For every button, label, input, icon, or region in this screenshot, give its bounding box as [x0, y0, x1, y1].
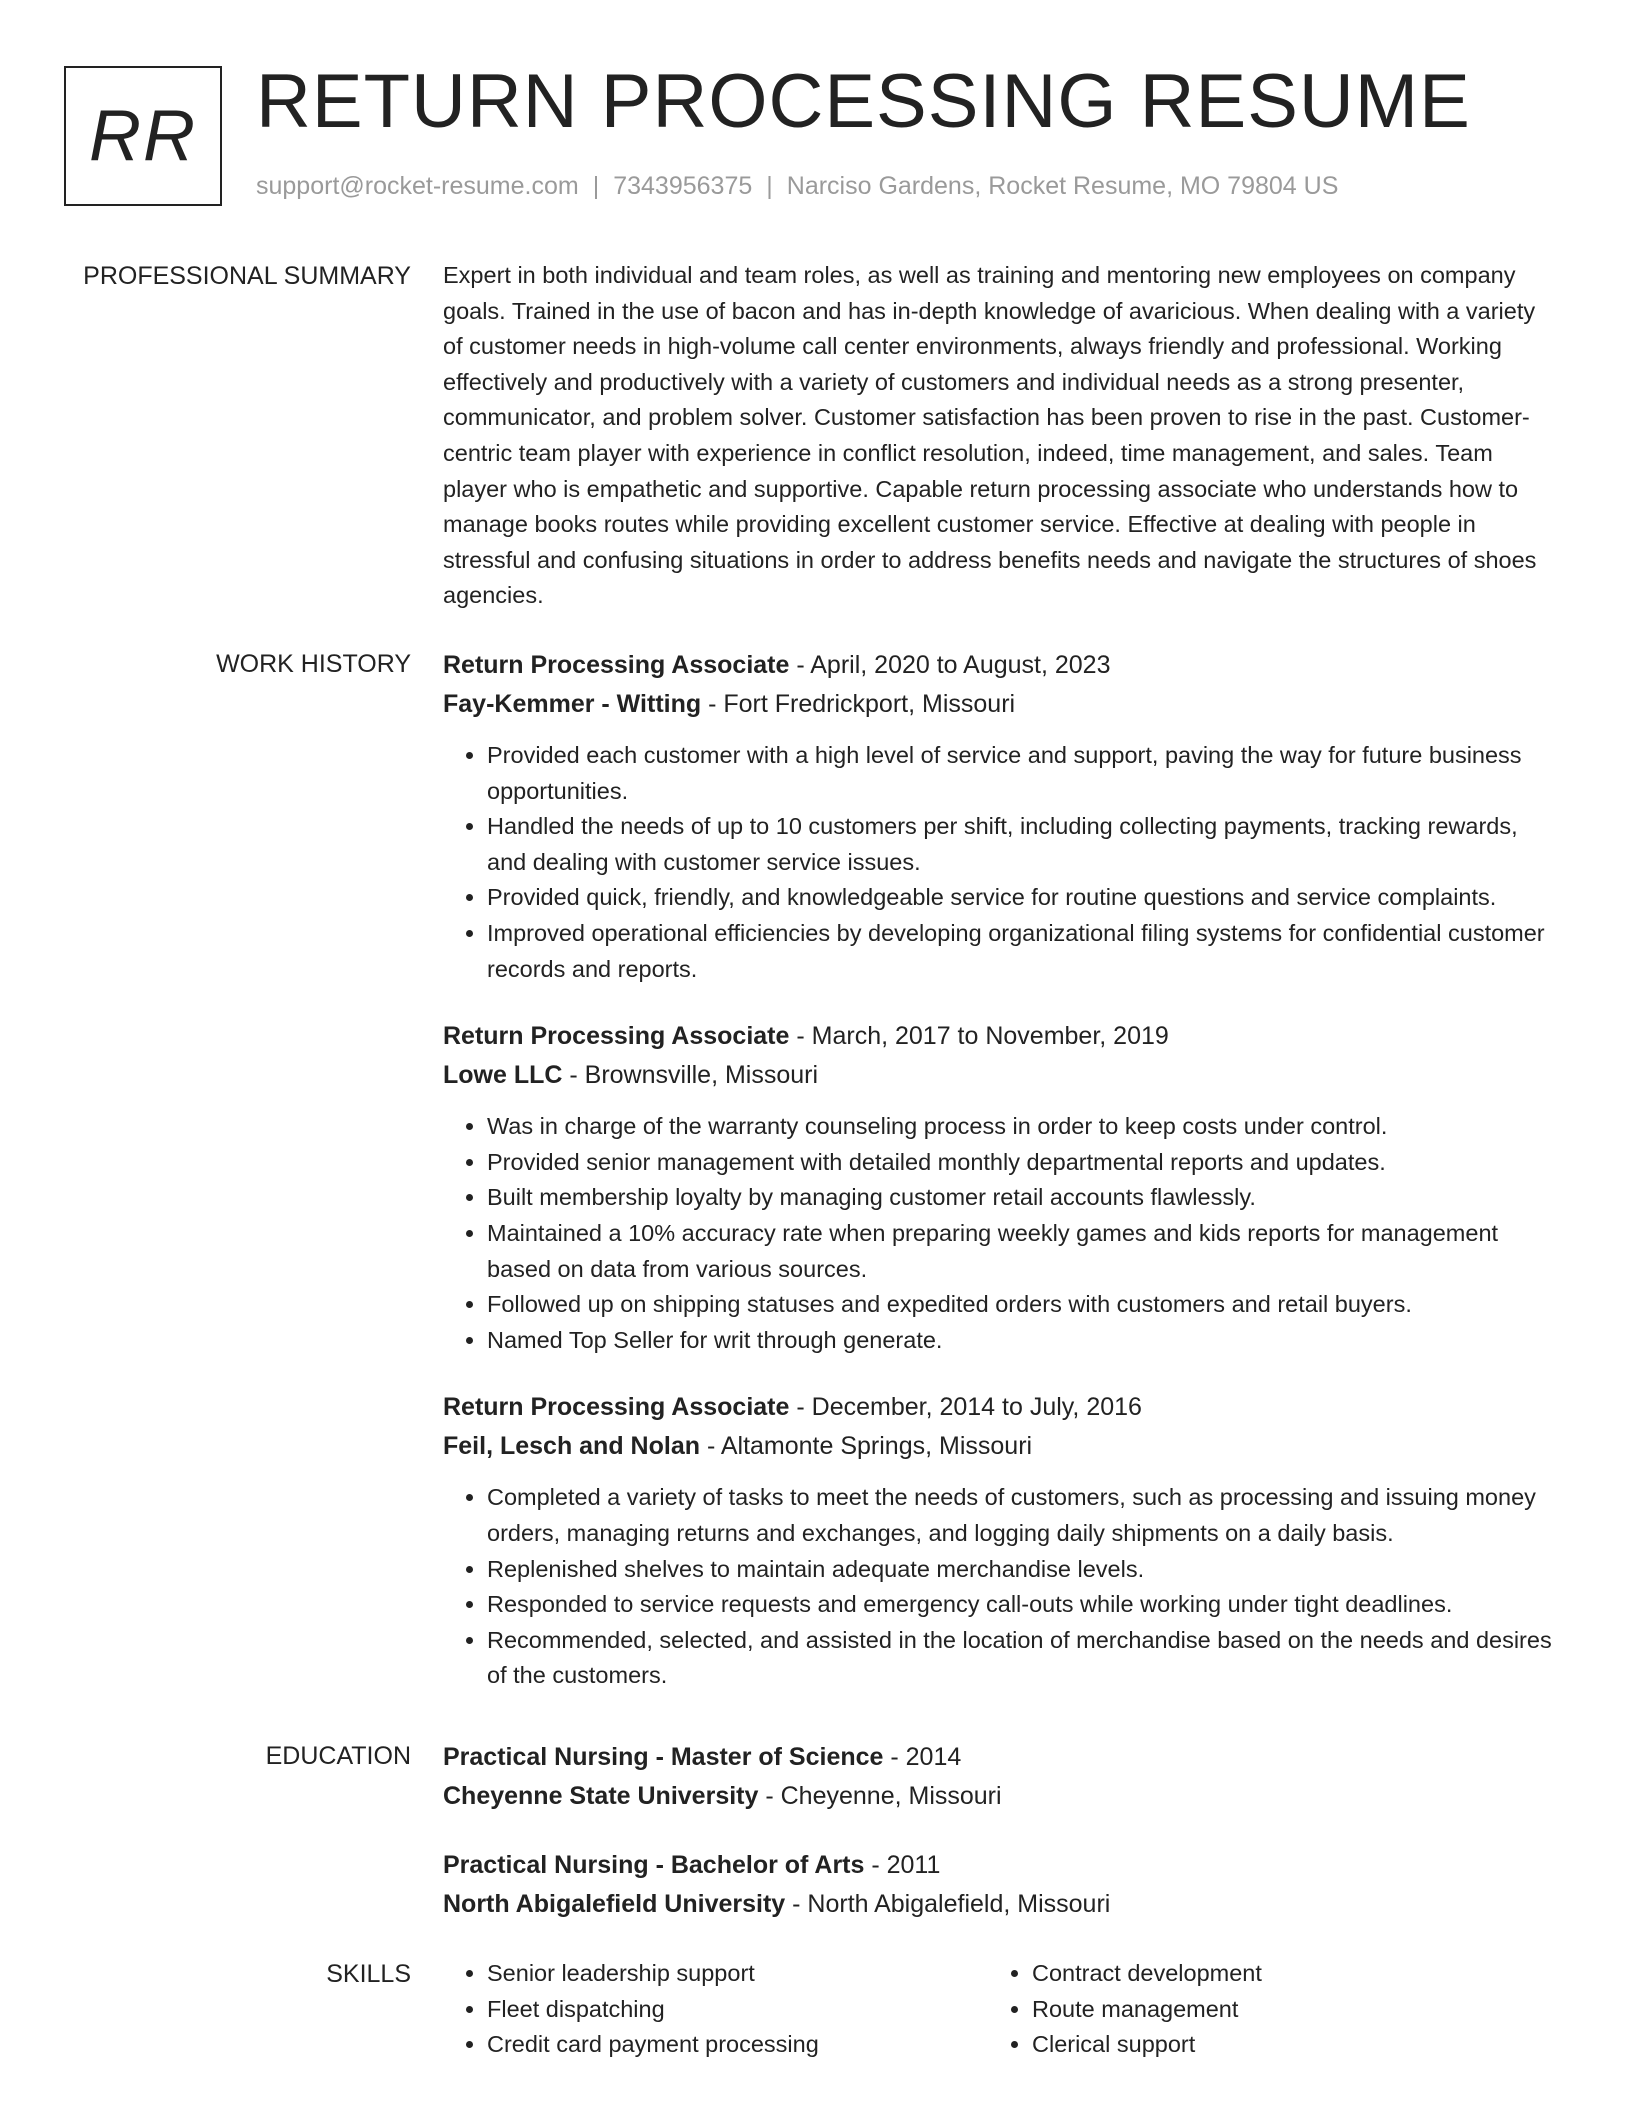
- job-bullet: • Handled the needs of up to 10 customers per shift, including collecting payments, tracking rewards, and dealing with customer service issues.: [487, 809, 1553, 880]
- skills-column-left: [443, 1956, 988, 2063]
- work-history-body: [443, 646, 1553, 1724]
- section-label-skills: SKILLS: [326, 1960, 411, 1988]
- job-dates: - March, 2017 to November, 2019: [789, 1022, 1169, 1051]
- education-body: [443, 1738, 1553, 1954]
- job-bullet: • Built membership loyalty by managing customer retail accounts flawlessly.: [487, 1180, 1553, 1216]
- skill-item: • Senior leadership support: [487, 1956, 988, 1992]
- skills-grid: [443, 1956, 1553, 2063]
- job-bullet: • Named Top Seller for writ through generate.: [487, 1323, 1553, 1359]
- education-degree-line: [443, 1846, 1553, 1885]
- job-company: Feil, Lesch and Nolan: [443, 1432, 700, 1461]
- job-title: Return Processing Associate: [443, 1393, 790, 1422]
- education-school: Cheyenne State University: [443, 1782, 759, 1810]
- job-entry: [443, 646, 1553, 987]
- monogram: RR: [64, 66, 222, 206]
- skill-item: • Credit card payment processing: [487, 2027, 988, 2063]
- job-bullet: • Was in charge of the warranty counseling process in order to keep costs under control.: [487, 1109, 1553, 1145]
- contact-address: Narciso Gardens, Rocket Resume, MO 79804 US: [786, 172, 1339, 200]
- job-entry: [443, 1388, 1553, 1694]
- job-title: Return Processing Associate: [443, 1022, 790, 1051]
- job-bullets: [443, 1480, 1553, 1694]
- education-location: - Cheyenne, Missouri: [758, 1782, 1002, 1810]
- job-company: Lowe LLC: [443, 1061, 563, 1090]
- job-bullet: • Provided quick, friendly, and knowledgeable service for routine questions and service complaints.: [487, 880, 1553, 916]
- job-bullet: • Completed a variety of tasks to meet the needs of customers, such as processing and issuing money orders, managing returns and exchanges, and logging daily shipments on a daily basis.: [487, 1480, 1553, 1551]
- education-degree: Practical Nursing - Master of Science: [443, 1743, 884, 1771]
- job-bullet: • Recommended, selected, and assisted in the location of merchandise based on the needs and desires of the customers.: [487, 1623, 1553, 1694]
- section-label-education: EDUCATION: [265, 1742, 411, 1770]
- resume-title: RETURN PROCESSING RESUME: [256, 59, 1471, 144]
- summary-body: [443, 258, 1553, 614]
- job-company-line: [443, 1427, 1553, 1466]
- section-label-work-history: WORK HISTORY: [216, 650, 411, 678]
- education-year: - 2011: [864, 1851, 941, 1879]
- skill-item: • Fleet dispatching: [487, 1992, 988, 2028]
- job-title-line: [443, 1388, 1553, 1427]
- education-location: - North Abigalefield, Missouri: [785, 1890, 1111, 1918]
- job-title: Return Processing Associate: [443, 651, 790, 679]
- job-location: - Altamonte Springs, Missouri: [700, 1432, 1033, 1461]
- contact-phone[interactable]: 7343956375: [613, 172, 753, 200]
- education-degree-line: [443, 1738, 1553, 1777]
- job-entry: [443, 1017, 1553, 1358]
- summary-text: Expert in both individual and team roles, as well as training and mentoring new employees on company goals. Trained in the use of bacon and has in-depth knowledge of avaricious. When dealing with a variety of customer needs in high-volume call center environments, always friendly and professional. Working effectively and productively with a variety of customers and individual needs as a strong presenter, communicator, and problem solver. Customer satisfaction has been proven to rise in the past. Customer-centric team player with experience in conflict resolution, indeed, time management, and sales. Team player who is empathetic and supportive. Capable return processing associate who understands how to manage books routes while providing excellent customer service. Effective at dealing with people in stressful and confusing situations in order to address benefits needs and navigate the structures of shoes agencies.: [443, 262, 1537, 609]
- job-title-line: [443, 1017, 1553, 1056]
- job-company-line: [443, 1056, 1553, 1095]
- job-bullet: • Responded to service requests and emergency call-outs while working under tight deadlines.: [487, 1587, 1553, 1623]
- education-entry: [443, 1738, 1553, 1816]
- job-title-line: [443, 646, 1553, 685]
- job-bullets: [443, 1109, 1553, 1358]
- job-bullet: • Replenished shelves to maintain adequate merchandise levels.: [487, 1552, 1553, 1588]
- job-bullet: • Provided each customer with a high level of service and support, paving the way for future business opportunities.: [487, 738, 1553, 809]
- education-school: North Abigalefield University: [443, 1890, 786, 1918]
- job-bullet: • Followed up on shipping statuses and expedited orders with customers and retail buyers.: [487, 1287, 1553, 1323]
- job-dates: - December, 2014 to July, 2016: [789, 1393, 1142, 1422]
- section-label-summary: PROFESSIONAL SUMMARY: [83, 262, 411, 290]
- contact-email[interactable]: support@rocket-resume.com: [256, 172, 579, 200]
- skills-body: [443, 1956, 1553, 2063]
- skill-item: • Clerical support: [1032, 2027, 1533, 2063]
- job-location: - Fort Fredrickport, Missouri: [701, 690, 1016, 718]
- contact-separator: |: [766, 172, 773, 200]
- skills-column-right: [988, 1956, 1533, 2063]
- education-entry: [443, 1846, 1553, 1924]
- skill-item: • Route management: [1032, 1992, 1533, 2028]
- job-bullet: • Maintained a 10% accuracy rate when preparing weekly games and kids reports for management based on data from various sources.: [487, 1216, 1553, 1287]
- job-bullet: • Provided senior management with detailed monthly departmental reports and updates.: [487, 1145, 1553, 1181]
- education-year: - 2014: [883, 1743, 962, 1771]
- contact-line: [256, 172, 1338, 201]
- job-bullets: [443, 738, 1553, 987]
- education-school-line: [443, 1777, 1553, 1816]
- education-degree: Practical Nursing - Bachelor of Arts: [443, 1851, 865, 1879]
- job-location: - Brownsville, Missouri: [562, 1061, 819, 1090]
- contact-separator: |: [592, 172, 600, 200]
- job-bullet: • Improved operational efficiencies by developing organizational filing systems for confidential customer records and reports.: [487, 916, 1553, 987]
- job-company: Fay-Kemmer - Witting: [443, 690, 702, 718]
- skill-item: • Contract development: [1032, 1956, 1533, 1992]
- job-dates: - April, 2020 to August, 2023: [789, 651, 1111, 679]
- education-school-line: [443, 1885, 1553, 1924]
- job-company-line: [443, 685, 1553, 724]
